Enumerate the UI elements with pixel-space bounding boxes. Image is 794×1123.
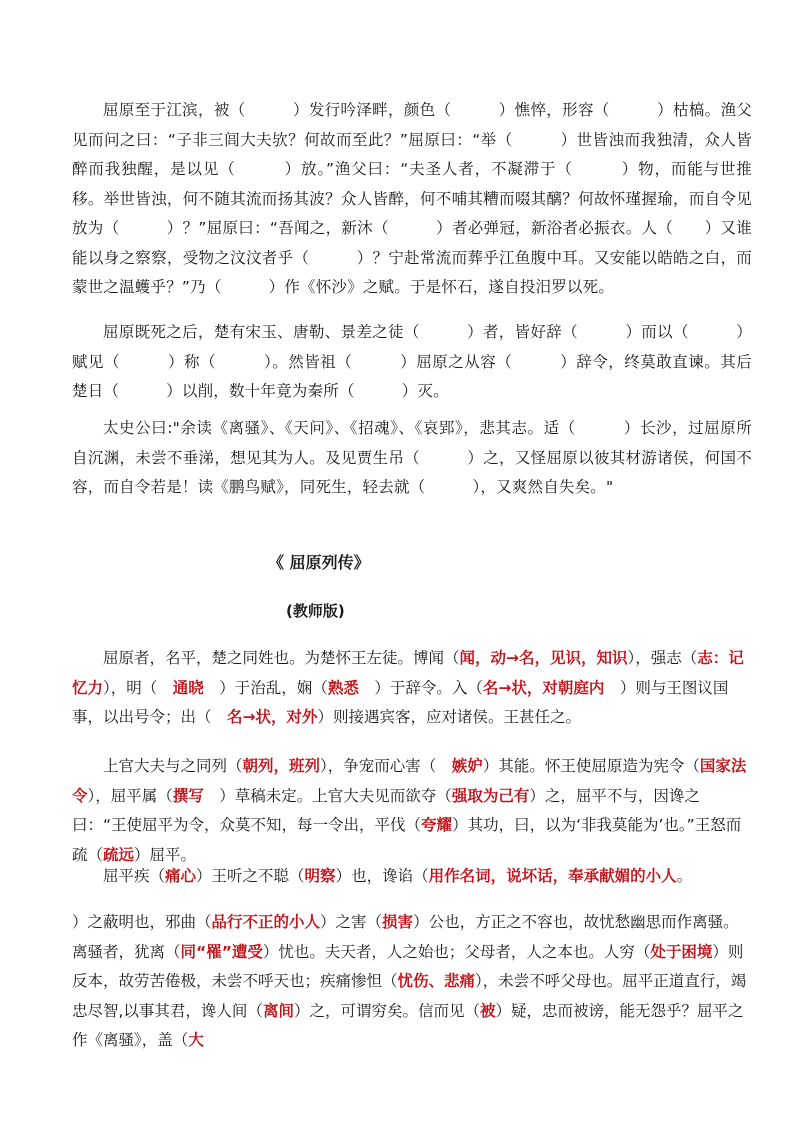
annotation-text: 强取为己有 (451, 786, 530, 805)
body-text: ）也，谗谄（ (335, 867, 429, 885)
exercise-paragraph-3: 太史公曰:"余读《离骚》、《天问》、《招魂》、《哀郢》，悲其志。适（ ）长沙，过屈原所自沉渊，未尝不垂涕，想见其为人。及见贾生吊（ ）之，又怪屈原以彼其材游诸侯，何国不容，而自令若是！读《鹏鸟赋》，同死生，轻去就（ ），又爽然自失矣。" (72, 419, 752, 496)
annotation-text: 国家法令 (72, 757, 747, 805)
body-text: ），强志（ (627, 649, 698, 667)
body-text: ）于治乱，娴（ (203, 678, 328, 697)
body-text: ）王听之不聪（ (196, 867, 305, 885)
annotation-text: 熟悉 (327, 678, 359, 697)
annotation-text: 朝列，班列 (242, 757, 321, 775)
body-text: ）其能。怀王使屈原造为宪令（ (482, 757, 700, 775)
body-text: 。 (676, 867, 693, 885)
annotation-text: 品行不正的小人 (211, 913, 321, 931)
annotation-text: 离间 (262, 1001, 294, 1020)
body-text: 屈平疾（ (103, 867, 166, 885)
annotation-text: 大 (188, 1031, 204, 1049)
body-text: ）之，可谓穷矣。信而见（ (293, 1001, 480, 1020)
body-text: ）则与王图议国事，以出号令；出（ (72, 678, 729, 726)
body-text: ）之，屈平不与，因谗之曰：“王使屈平为令，众莫不知，每一令出，平伐（ (72, 786, 700, 834)
body-text: ），明（ (103, 678, 173, 697)
annotation-text: 志：记忆力 (72, 649, 744, 697)
annotation-text: 忧伤、悲痛 (397, 972, 476, 990)
teacher-paragraph-1 (72, 644, 752, 733)
annotation-text: 被 (479, 1001, 496, 1020)
annotation-text: 明察 (304, 867, 336, 885)
teacher-paragraph-3 (72, 862, 752, 892)
exercise-paragraph-1: 屈原至于江滨，被（ ）发行吟泽畔，颜色（ ）憔悴，形容（ ）枯槁。渔父见而问之曰：“子非三闾大夫欤？何故而至此？”屈原曰：“举（ ）世皆浊而我独清，众人皆醉而我独醒，是以见（ ）放。”渔父曰：“夫圣人者，不凝滞于（ ）物，而能与世推移。举世皆浊，何不随其流而扬其波？众人皆醉，何不哺其糟而啜其醨？何故怀瑾握瑜，而自令见放为（ ）？”屈原曰：“吾闻之，新沐（ ）者必弹冠，新浴者必振衣。人（ ）又谁能以身之察察，受物之汶汶者乎（ ）？宁赴常流而葬乎江鱼腹中耳。又安能以皓皓之白，而蒙世之温蠖乎？”乃（ ）作《怀沙》之赋。于是怀石，遂自投汨罗以死。 (72, 101, 752, 296)
section-title: 《 屈原列传》 (268, 553, 370, 572)
annotation-text: 损害 (382, 913, 414, 931)
body-text: ）则反本，故劳苦倦极，未尝不呼天也；疾痛惨怛（ (72, 942, 744, 990)
body-text: 上官大夫与之同列（ (103, 757, 243, 775)
annotation-text: 用作名词，说坏话，奉承献媚的小人 (428, 867, 677, 885)
teacher-paragraph-4 (72, 908, 752, 1056)
section-subtitle: (教师版) (286, 602, 345, 620)
body-text: ）屈平。 (134, 845, 197, 864)
body-text: ）疑，忠而被谤，能无怨乎？屈平之作《离骚》，盖（ (72, 1001, 744, 1049)
body-text: ），屈平属（ (87, 786, 173, 805)
annotation-text: 同“罹”遭受 (180, 942, 263, 961)
annotation-text: 嫉妒 (451, 757, 483, 775)
body-text: ）忧也。夫天者，人之始也；父母者，人之本也。人穷（ (262, 942, 651, 961)
annotation-text: 名→状，对朝庭内 (482, 678, 605, 697)
body-text: ）之蔽明也，邪曲（ (72, 913, 212, 931)
teacher-paragraph-2 (72, 752, 752, 870)
body-text: ）于辞令。入（ (358, 678, 483, 697)
annotation-text: 处于困境 (650, 942, 713, 961)
annotation-text: 名→状，对外 (227, 708, 318, 726)
annotation-text: 撰写 (172, 786, 204, 805)
body-text: 屈原者，名平，楚之同姓也。为楚怀王左徒。博闻（ (103, 649, 460, 667)
body-text: ）公也，方正之不容也，故忧愁幽思而作离骚。离骚者，犹离（ (72, 913, 739, 961)
body-text: ）之害（ (320, 913, 383, 931)
body-text: ），未尝不呼父母也。屈平正道直行，竭忠尽智,以事其君，谗人间（ (72, 972, 747, 1020)
annotation-text: 疏远 (103, 845, 135, 864)
body-text: ）草稿未定。上官大夫见而欲夺（ (203, 786, 452, 805)
body-text: ），争宠而心害（ (320, 757, 452, 775)
annotation-text: 夸耀 (421, 816, 453, 834)
annotation-text: 痛心 (165, 867, 197, 885)
body-text: ）其功，曰，以为‘非我莫能为’也。”王怒而疏（ (72, 816, 742, 864)
body-text: ）则接遇宾客，应对诸侯。王甚任之。 (317, 708, 582, 726)
annotation-text: 闻，动→名，见识，知识 (459, 649, 628, 667)
exercise-paragraph-2: 屈原既死之后，楚有宋玉、唐勒、景差之徒（ ）者，皆好辞（ ）而以（ ）赋见（ ）称（ ）。然皆祖（ ）屈原之从容（ ）辞令，终莫敢直谏。其后楚日（ ）以削，数十年竟为秦所（ ）灭。 (72, 323, 752, 400)
annotation-text: 通晓 (172, 678, 204, 697)
